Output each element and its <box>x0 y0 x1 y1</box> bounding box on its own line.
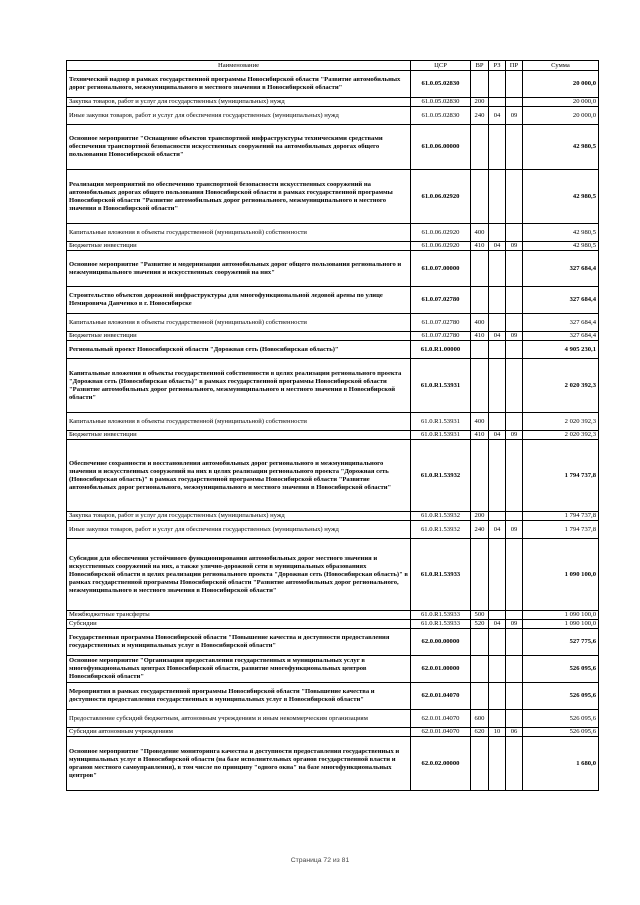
cell-sum: 2 020 392,3 <box>523 413 599 431</box>
cell-sum: 4 905 230,1 <box>523 341 599 359</box>
header-pr: ПР <box>506 61 523 71</box>
header-sum: Сумма <box>523 61 599 71</box>
cell-pr: 09 <box>506 521 523 539</box>
cell-pr <box>506 170 523 224</box>
cell-vr <box>471 683 489 710</box>
cell-csr: 61.0.07.00000 <box>411 251 471 287</box>
cell-name: Субсидии автономным учреждениям <box>67 728 411 737</box>
cell-vr <box>471 125 489 170</box>
cell-sum: 327 684,4 <box>523 314 599 332</box>
cell-rz <box>489 512 506 521</box>
cell-csr: 61.0.R1.53932 <box>411 521 471 539</box>
cell-rz <box>489 440 506 512</box>
cell-vr: 400 <box>471 413 489 431</box>
cell-vr <box>471 170 489 224</box>
cell-sum: 20 000,0 <box>523 107 599 125</box>
cell-sum: 20 000,0 <box>523 98 599 107</box>
cell-vr <box>471 656 489 683</box>
cell-csr: 61.0.05.02830 <box>411 71 471 98</box>
cell-csr: 61.0.06.00000 <box>411 125 471 170</box>
cell-pr <box>506 683 523 710</box>
cell-pr <box>506 71 523 98</box>
cell-csr: 61.0.06.02920 <box>411 242 471 251</box>
cell-rz: 04 <box>489 431 506 440</box>
table-row <box>67 287 599 314</box>
cell-sum: 327 684,4 <box>523 287 599 314</box>
cell-name: Капитальные вложения в объекты государственной собственности в целях реализации регионального проекта "Дорожная сеть (Новосибирская область)" в рамках государственной программы Новосибирской области "Развитие автомобильных дорог регионального, межмуниципального и местного значения в Новосибирской области" <box>67 359 411 413</box>
cell-pr: 06 <box>506 728 523 737</box>
table-row <box>67 71 599 98</box>
cell-name: Межбюджетные трансферты <box>67 611 411 620</box>
cell-rz <box>489 71 506 98</box>
cell-vr: 410 <box>471 431 489 440</box>
cell-vr <box>471 539 489 611</box>
cell-csr: 61.0.07.02780 <box>411 332 471 341</box>
table-row <box>67 629 599 656</box>
cell-name: Капитальные вложения в объекты государственной (муниципальной) собственности <box>67 224 411 242</box>
cell-csr: 61.0.R1.53933 <box>411 539 471 611</box>
cell-rz <box>489 413 506 431</box>
cell-name: Капитальные вложения в объекты государственной (муниципальной) собственности <box>67 314 411 332</box>
table-row <box>67 539 599 611</box>
cell-rz <box>489 251 506 287</box>
cell-pr <box>506 512 523 521</box>
cell-name: Бюджетные инвестиции <box>67 332 411 341</box>
cell-name: Государственная программа Новосибирской области "Повышение качества и доступности предоставления государственных и муниципальных услуг в Новосибирской области" <box>67 629 411 656</box>
page-number: Страница 72 из 81 <box>290 857 350 864</box>
header-rz: РЗ <box>489 61 506 71</box>
cell-vr <box>471 287 489 314</box>
cell-sum: 42 980,5 <box>523 242 599 251</box>
cell-sum: 1 680,0 <box>523 737 599 791</box>
cell-rz <box>489 629 506 656</box>
cell-sum: 1 090 100,0 <box>523 539 599 611</box>
cell-name: Региональный проект Новосибирской области "Дорожная сеть (Новосибирская область)" <box>67 341 411 359</box>
cell-pr <box>506 251 523 287</box>
table-row <box>67 521 599 539</box>
cell-name: Предоставление субсидий бюджетным, автономным учреждениям и иным некоммерческим организациям <box>67 710 411 728</box>
cell-name: Бюджетные инвестиции <box>67 431 411 440</box>
cell-sum: 1 794 737,8 <box>523 512 599 521</box>
table-row <box>67 710 599 728</box>
cell-csr: 61.0.05.02830 <box>411 107 471 125</box>
cell-rz <box>489 737 506 791</box>
header-name: Наименование <box>67 61 411 71</box>
table-row <box>67 413 599 431</box>
table-body <box>67 71 599 791</box>
cell-pr <box>506 224 523 242</box>
cell-rz: 04 <box>489 332 506 341</box>
cell-csr: 62.0.01.00000 <box>411 656 471 683</box>
cell-name: Строительство объектов дорожной инфраструктуры для многофункциональной ледовой арены по улице Немировича Данченко в г. Новосибирске <box>67 287 411 314</box>
cell-pr <box>506 314 523 332</box>
cell-csr: 61.0.R1.53931 <box>411 359 471 413</box>
cell-csr: 61.0.R1.53933 <box>411 611 471 620</box>
cell-vr: 200 <box>471 98 489 107</box>
cell-csr: 61.0.07.02780 <box>411 314 471 332</box>
table-row <box>67 683 599 710</box>
cell-csr: 61.0.R1.00000 <box>411 341 471 359</box>
cell-name: Технический надзор в рамках государственной программы Новосибирской области "Развитие автомобильных дорог регионального, межмуниципального и местного значения в Новосибирской области" <box>67 71 411 98</box>
cell-sum: 20 000,0 <box>523 71 599 98</box>
cell-csr: 61.0.R1.53932 <box>411 440 471 512</box>
table-row <box>67 170 599 224</box>
cell-vr: 500 <box>471 611 489 620</box>
cell-rz: 04 <box>489 620 506 629</box>
cell-pr <box>506 737 523 791</box>
cell-rz <box>489 683 506 710</box>
cell-sum: 526 095,6 <box>523 683 599 710</box>
cell-rz <box>489 539 506 611</box>
cell-csr: 61.0.R1.53932 <box>411 512 471 521</box>
cell-vr: 410 <box>471 332 489 341</box>
cell-vr: 600 <box>471 710 489 728</box>
cell-rz <box>489 287 506 314</box>
header-vr: ВР <box>471 61 489 71</box>
cell-vr <box>471 359 489 413</box>
cell-csr: 62.0.01.04070 <box>411 728 471 737</box>
table-row <box>67 359 599 413</box>
table-row <box>67 656 599 683</box>
table-row <box>67 620 599 629</box>
cell-vr: 400 <box>471 224 489 242</box>
cell-pr: 09 <box>506 332 523 341</box>
cell-pr <box>506 440 523 512</box>
cell-sum: 327 684,4 <box>523 332 599 341</box>
cell-pr <box>506 611 523 620</box>
cell-pr <box>506 413 523 431</box>
cell-pr: 09 <box>506 620 523 629</box>
cell-name: Реализация мероприятий по обеспечению транспортной безопасности искусственных сооружений на автомобильных дорогах общего пользования Новосибирской области в рамках государственной программы Новосибирской области "Развитие автомобильных дорог регионального, межмуниципального и местного значения в Новосибирской области" <box>67 170 411 224</box>
cell-csr: 62.0.01.04070 <box>411 683 471 710</box>
cell-sum: 42 980,5 <box>523 125 599 170</box>
cell-csr: 61.0.05.02830 <box>411 98 471 107</box>
cell-rz <box>489 341 506 359</box>
table-row <box>67 611 599 620</box>
table-row <box>67 341 599 359</box>
cell-vr: 400 <box>471 314 489 332</box>
cell-sum: 526 095,6 <box>523 656 599 683</box>
table-row <box>67 512 599 521</box>
cell-vr: 200 <box>471 512 489 521</box>
cell-sum: 1 090 100,0 <box>523 611 599 620</box>
cell-name: Иные закупки товаров, работ и услуг для обеспечения государственных (муниципальных) нужд <box>67 521 411 539</box>
cell-csr: 62.0.01.04070 <box>411 710 471 728</box>
cell-name: Бюджетные инвестиции <box>67 242 411 251</box>
cell-sum: 2 020 392,3 <box>523 359 599 413</box>
cell-vr <box>471 71 489 98</box>
budget-table-page <box>66 60 598 791</box>
cell-pr <box>506 98 523 107</box>
table-row <box>67 332 599 341</box>
cell-vr: 520 <box>471 620 489 629</box>
table-row <box>67 251 599 287</box>
cell-vr <box>471 341 489 359</box>
cell-sum: 327 684,4 <box>523 251 599 287</box>
cell-sum: 2 020 392,3 <box>523 431 599 440</box>
cell-csr: 62.0.02.00000 <box>411 737 471 791</box>
table-row <box>67 737 599 791</box>
cell-pr <box>506 341 523 359</box>
header-csr: ЦСР <box>411 61 471 71</box>
cell-sum: 1 794 737,8 <box>523 440 599 512</box>
cell-csr: 62.0.00.00000 <box>411 629 471 656</box>
cell-name: Закупка товаров, работ и услуг для государственных (муниципальных) нужд <box>67 512 411 521</box>
cell-rz: 04 <box>489 521 506 539</box>
cell-pr <box>506 359 523 413</box>
cell-pr <box>506 629 523 656</box>
cell-pr <box>506 287 523 314</box>
cell-rz <box>489 224 506 242</box>
cell-sum: 1 794 737,8 <box>523 521 599 539</box>
cell-rz <box>489 170 506 224</box>
cell-sum: 527 775,6 <box>523 629 599 656</box>
table-row <box>67 224 599 242</box>
cell-sum: 42 980,5 <box>523 170 599 224</box>
table-row <box>67 431 599 440</box>
cell-csr: 61.0.R1.53931 <box>411 413 471 431</box>
cell-pr: 09 <box>506 242 523 251</box>
cell-csr: 61.0.R1.53933 <box>411 620 471 629</box>
cell-rz <box>489 710 506 728</box>
cell-rz: 10 <box>489 728 506 737</box>
cell-vr: 240 <box>471 107 489 125</box>
cell-name: Субсидии для обеспечения устойчивого функционирования автомобильных дорог местного значения и искусственных сооружений на них, а также улично-дорожной сети в муниципальных образованиях Новосибирской области в целях реализации регионального проекта "Дорожная сеть (Новосибирская область)" в рамках государственной программы Новосибирской области "Развитие автомобильных дорог регионального, межмуниципального и местного значения в Новосибирской области" <box>67 539 411 611</box>
cell-name: Иные закупки товаров, работ и услуг для обеспечения государственных (муниципальных) нужд <box>67 107 411 125</box>
cell-csr: 61.0.07.02780 <box>411 287 471 314</box>
table-row <box>67 98 599 107</box>
cell-pr <box>506 710 523 728</box>
table-row <box>67 107 599 125</box>
cell-rz: 04 <box>489 107 506 125</box>
table-row <box>67 314 599 332</box>
table-row <box>67 125 599 170</box>
cell-vr: 410 <box>471 242 489 251</box>
cell-name: Обеспечение сохранности и восстановления автомобильных дорог регионального и межмуниципального значения и искусственных сооружений на них в целях реализации регионального проекта "Дорожная сеть (Новосибирская область)" в рамках государственной программы Новосибирской области "Развитие автомобильных дорог регионального, межмуниципального и местного значения в Новосибирской области" <box>67 440 411 512</box>
cell-pr: 09 <box>506 107 523 125</box>
cell-vr <box>471 440 489 512</box>
budget-table <box>66 60 599 791</box>
cell-csr: 61.0.06.02920 <box>411 224 471 242</box>
table-row <box>67 728 599 737</box>
cell-sum: 526 095,6 <box>523 728 599 737</box>
cell-rz <box>489 359 506 413</box>
cell-name: Основное мероприятие "Организация предоставления государственных и муниципальных услуг в многофункциональных центрах Новосибирской области, развитие многофункциональных центров Новосибирской области" <box>67 656 411 683</box>
cell-vr <box>471 737 489 791</box>
cell-rz <box>489 125 506 170</box>
cell-sum: 526 095,6 <box>523 710 599 728</box>
cell-sum: 1 090 100,0 <box>523 620 599 629</box>
cell-rz: 04 <box>489 242 506 251</box>
cell-name: Основное мероприятие "Оснащение объектов транспортной инфраструктуры техническими средствами обеспечения транспортной безопасности искусственных сооружений на автомобильных дорогах общего пользования Новосибирской области" <box>67 125 411 170</box>
table-header-row <box>67 61 599 71</box>
cell-rz <box>489 314 506 332</box>
cell-vr <box>471 629 489 656</box>
cell-pr <box>506 125 523 170</box>
cell-rz <box>489 611 506 620</box>
cell-vr: 240 <box>471 521 489 539</box>
cell-name: Капитальные вложения в объекты государственной (муниципальной) собственности <box>67 413 411 431</box>
cell-rz <box>489 656 506 683</box>
cell-csr: 61.0.R1.53931 <box>411 431 471 440</box>
cell-sum: 42 980,5 <box>523 224 599 242</box>
cell-name: Закупка товаров, работ и услуг для государственных (муниципальных) нужд <box>67 98 411 107</box>
table-row <box>67 242 599 251</box>
cell-vr: 620 <box>471 728 489 737</box>
cell-name: Основное мероприятие "Развитие и модернизация автомобильных дорог общего пользования регионального и межмуниципального значения и искусственных сооружений на них" <box>67 251 411 287</box>
cell-pr <box>506 656 523 683</box>
table-row <box>67 440 599 512</box>
cell-csr: 61.0.06.02920 <box>411 170 471 224</box>
cell-pr: 09 <box>506 431 523 440</box>
cell-vr <box>471 251 489 287</box>
cell-pr <box>506 539 523 611</box>
cell-name: Мероприятия в рамках государственной программы Новосибирской области "Повышение качества и доступности предоставления государственных и муниципальных услуг в Новосибирской области" <box>67 683 411 710</box>
cell-name: Основное мероприятие "Проведение мониторинга качества и доступности предоставления государственных и муниципальных услуг в Новосибирской области (на базе исполнительных органов государственной власти и органов местного самоуправления), в том числе по принципу "одного окна" на базе многофункциональных центров" <box>67 737 411 791</box>
cell-name: Субсидии <box>67 620 411 629</box>
cell-rz <box>489 98 506 107</box>
